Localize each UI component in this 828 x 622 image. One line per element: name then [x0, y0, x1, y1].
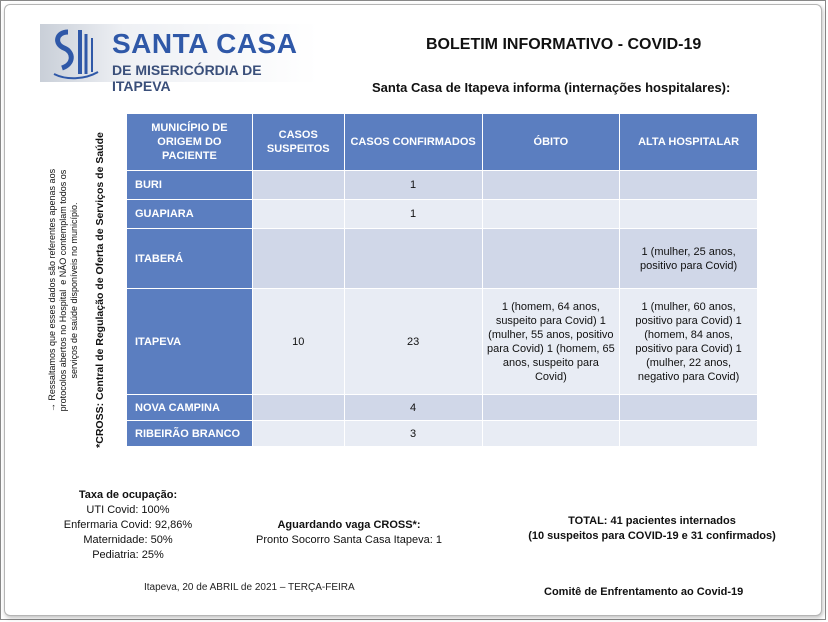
cell-confirmados	[344, 229, 482, 289]
cell-suspeitos	[252, 171, 344, 200]
cell-obito	[482, 395, 620, 421]
cell-confirmados: 3	[344, 421, 482, 447]
cell-alta: 1 (mulher, 60 anos, positivo para Covid) 1 (homem, 84 anos, positivo para Covid) 1 (mulher, 22 anos, negativo para Covid)	[620, 289, 758, 395]
bulletin-subtitle: Santa Casa de Itapeva informa (internações hospitalares):	[372, 80, 731, 95]
cell-suspeitos: 10	[252, 289, 344, 395]
cell-alta	[620, 171, 758, 200]
logo-subtitle: DE MISERICÓRDIA DE ITAPEVA	[112, 62, 262, 94]
table-row	[127, 229, 758, 289]
cell-alta	[620, 395, 758, 421]
table-row	[127, 171, 758, 200]
cell-obito	[482, 200, 620, 229]
cell-municipio: ITABERÁ	[127, 229, 253, 289]
hospitalization-table	[126, 113, 758, 447]
header-suspeitos: CASOS SUSPEITOS	[252, 114, 344, 171]
occupancy-line: Pediatria: 25%	[92, 549, 164, 561]
cell-suspeitos	[252, 200, 344, 229]
table-row	[127, 395, 758, 421]
occupancy-rates	[56, 488, 200, 563]
cell-alta	[620, 421, 758, 447]
table-row	[127, 421, 758, 447]
occupancy-title: Taxa de ocupação:	[78, 489, 178, 501]
cell-municipio: BURI	[127, 171, 253, 200]
cell-confirmados: 1	[344, 171, 482, 200]
occupancy-line: Enfermaria Covid: 92,86%	[63, 519, 193, 531]
cell-municipio: NOVA CAMPINA	[127, 395, 253, 421]
cell-municipio: GUAPIARA	[127, 200, 253, 229]
cell-obito: 1 (homem, 64 anos, suspeito para Covid) 1 (mulher, 55 anos, positivo para Covid) 1 (homem, 65 anos, suspeito para Covid)	[482, 289, 620, 395]
waiting-title: Aguardando vaga CROSS*:	[277, 519, 421, 531]
occupancy-line: UTI Covid: 100%	[86, 504, 170, 516]
bulletin-title: BOLETIM INFORMATIVO - COVID-19	[426, 36, 702, 53]
santa-casa-emblem-icon	[40, 24, 110, 82]
cross-note	[92, 120, 108, 460]
header-obito: ÓBITO	[482, 114, 620, 171]
header-alta: ALTA HOSPITALAR	[620, 114, 758, 171]
table-header-row	[127, 114, 758, 171]
header-municipio: MUNICÍPIO DE ORIGEM DO PACIENTE	[127, 114, 253, 171]
cell-alta: 1 (mulher, 25 anos, positivo para Covid)	[620, 229, 758, 289]
cell-suspeitos	[252, 395, 344, 421]
waiting-cross	[236, 518, 462, 548]
cell-obito	[482, 421, 620, 447]
cell-confirmados: 1	[344, 200, 482, 229]
table-row	[127, 289, 758, 395]
disclaimer-note	[42, 120, 86, 460]
hospital-logo	[40, 24, 318, 94]
occupancy-line: Maternidade: 50%	[83, 534, 173, 546]
logo-title: SANTA CASA	[112, 28, 298, 59]
cell-municipio: ITAPEVA	[127, 289, 253, 395]
cross-definition: *CROSS: Central de Regulação de Oferta de Serviços de Saúde	[94, 132, 106, 448]
header-confirmados: CASOS CONFIRMADOS	[344, 114, 482, 171]
cell-alta	[620, 200, 758, 229]
total-summary	[502, 514, 802, 544]
cell-confirmados: 4	[344, 395, 482, 421]
cell-municipio: RIBEIRÃO BRANCO	[127, 421, 253, 447]
committee-signature: Comitê de Enfrentamento ao Covid-19	[544, 586, 744, 598]
cell-suspeitos	[252, 229, 344, 289]
table-row	[127, 200, 758, 229]
total-detail: (10 suspeitos para COVID-19 e 31 confirmados)	[528, 530, 776, 542]
disclaimer-text: → Ressaltamos que esses dados são referentes apenas aos protocolos abertos no Hospital e NÃO contemplam todos os serviços de saúde disponíveis no município.	[47, 168, 80, 412]
cell-obito	[482, 229, 620, 289]
waiting-line: Pronto Socorro Santa Casa Itapeva: 1	[256, 534, 442, 546]
bulletin-date: Itapeva, 20 de ABRIL de 2021 – TERÇA-FEIRA	[144, 582, 355, 593]
total-line: TOTAL: 41 pacientes internados	[568, 515, 736, 527]
cell-obito	[482, 171, 620, 200]
cell-suspeitos	[252, 421, 344, 447]
cell-confirmados: 23	[344, 289, 482, 395]
